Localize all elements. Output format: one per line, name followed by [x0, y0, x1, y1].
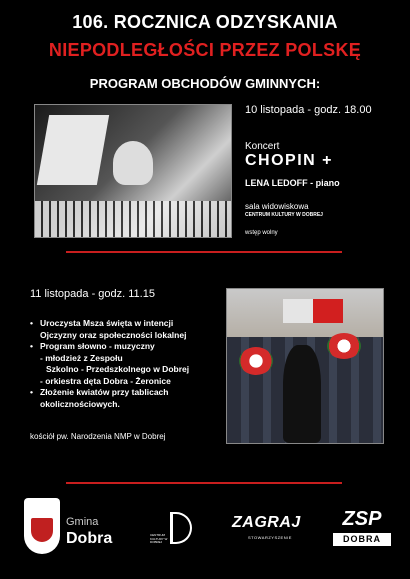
zsp-dobra-logo: [333, 508, 391, 548]
zagraj-logo-subtext: STOWARZYSZENIE: [248, 535, 292, 540]
list-item-continuation: Ojczyzny oraz społeczności lokalnej: [40, 329, 187, 340]
list-item-continuation: okolicznościowych.: [40, 398, 120, 409]
pianist-shape: [113, 141, 153, 185]
priest-shape: [283, 345, 321, 443]
piano-keys-shape: [35, 201, 231, 237]
event1-venue-detail: CENTRUM KULTURY W DOBREJ: [245, 212, 323, 218]
list-item-continuation: - młodzież z Zespołu: [40, 352, 123, 363]
gmina-dobra-logo: [24, 496, 124, 556]
program-subtitle: PROGRAM OBCHODÓW GMINNYCH:: [89, 76, 321, 91]
list-item: [30, 387, 220, 399]
list-item-text: Złożenie kwiatów przy tablicach: [40, 387, 169, 397]
list-item-continuation: - orkiestra dęta Dobra - Żeronice: [40, 375, 171, 386]
poster-title-line2: NIEPODLEGŁOŚCI PRZEZ POLSKĘ: [48, 40, 362, 60]
event1-date: 10 listopada - godz. 18.00: [245, 104, 372, 116]
gmina-logo-small-text: Gmina: [66, 516, 99, 528]
centrum-kultury-logo-text: CENTRUM KULTURY W DOBREJ: [150, 533, 168, 544]
list-item-continuation: Szkolno - Przedszkolnego w Dobrej: [46, 364, 190, 374]
zsp-logo-subtext: DOBRA: [333, 533, 391, 546]
ceremony-photo: [226, 288, 384, 444]
centrum-kultury-logo: [150, 512, 196, 548]
event1-venue: sala widowiskowa: [245, 202, 309, 211]
zsp-logo-text: ZSP: [342, 508, 382, 530]
flag-red-shape: [313, 299, 343, 323]
coat-of-arms-icon: [24, 498, 60, 554]
wreath-shape-2: [327, 333, 361, 359]
event1-entry: wstęp wolny: [245, 230, 278, 236]
event1-type: Koncert: [245, 141, 280, 152]
poster-title-line1: 106. ROCZNICA ODZYSKANIA: [72, 12, 338, 32]
list-item-text: Uroczysta Msza święta w intencji: [40, 318, 174, 328]
gmina-logo-big-text: Dobra: [66, 530, 113, 547]
divider-top: [66, 251, 342, 253]
divider-bottom: [66, 482, 342, 484]
letter-d-icon: [170, 512, 192, 544]
list-item: [30, 318, 220, 330]
concert-photo-pianist: [34, 104, 232, 238]
event2-location: kościół pw. Narodzenia NMP w Dobrej: [30, 432, 166, 441]
wreath-shape: [239, 347, 273, 375]
list-item: [30, 341, 220, 353]
event1-name: CHOPIN +: [245, 152, 334, 169]
event2-date: 11 listopada - godz. 11.15: [30, 288, 155, 300]
flag-white-shape: [283, 299, 313, 323]
event1-performer: LENA LEDOFF - piano: [245, 178, 340, 188]
list-item-text: Program słowno - muzyczny: [40, 341, 155, 351]
piano-lid-shape: [37, 115, 109, 185]
zagraj-logo: [232, 514, 302, 544]
zagraj-logo-text: ZAGRAJ: [232, 514, 301, 531]
event2-program-list: [30, 318, 220, 410]
